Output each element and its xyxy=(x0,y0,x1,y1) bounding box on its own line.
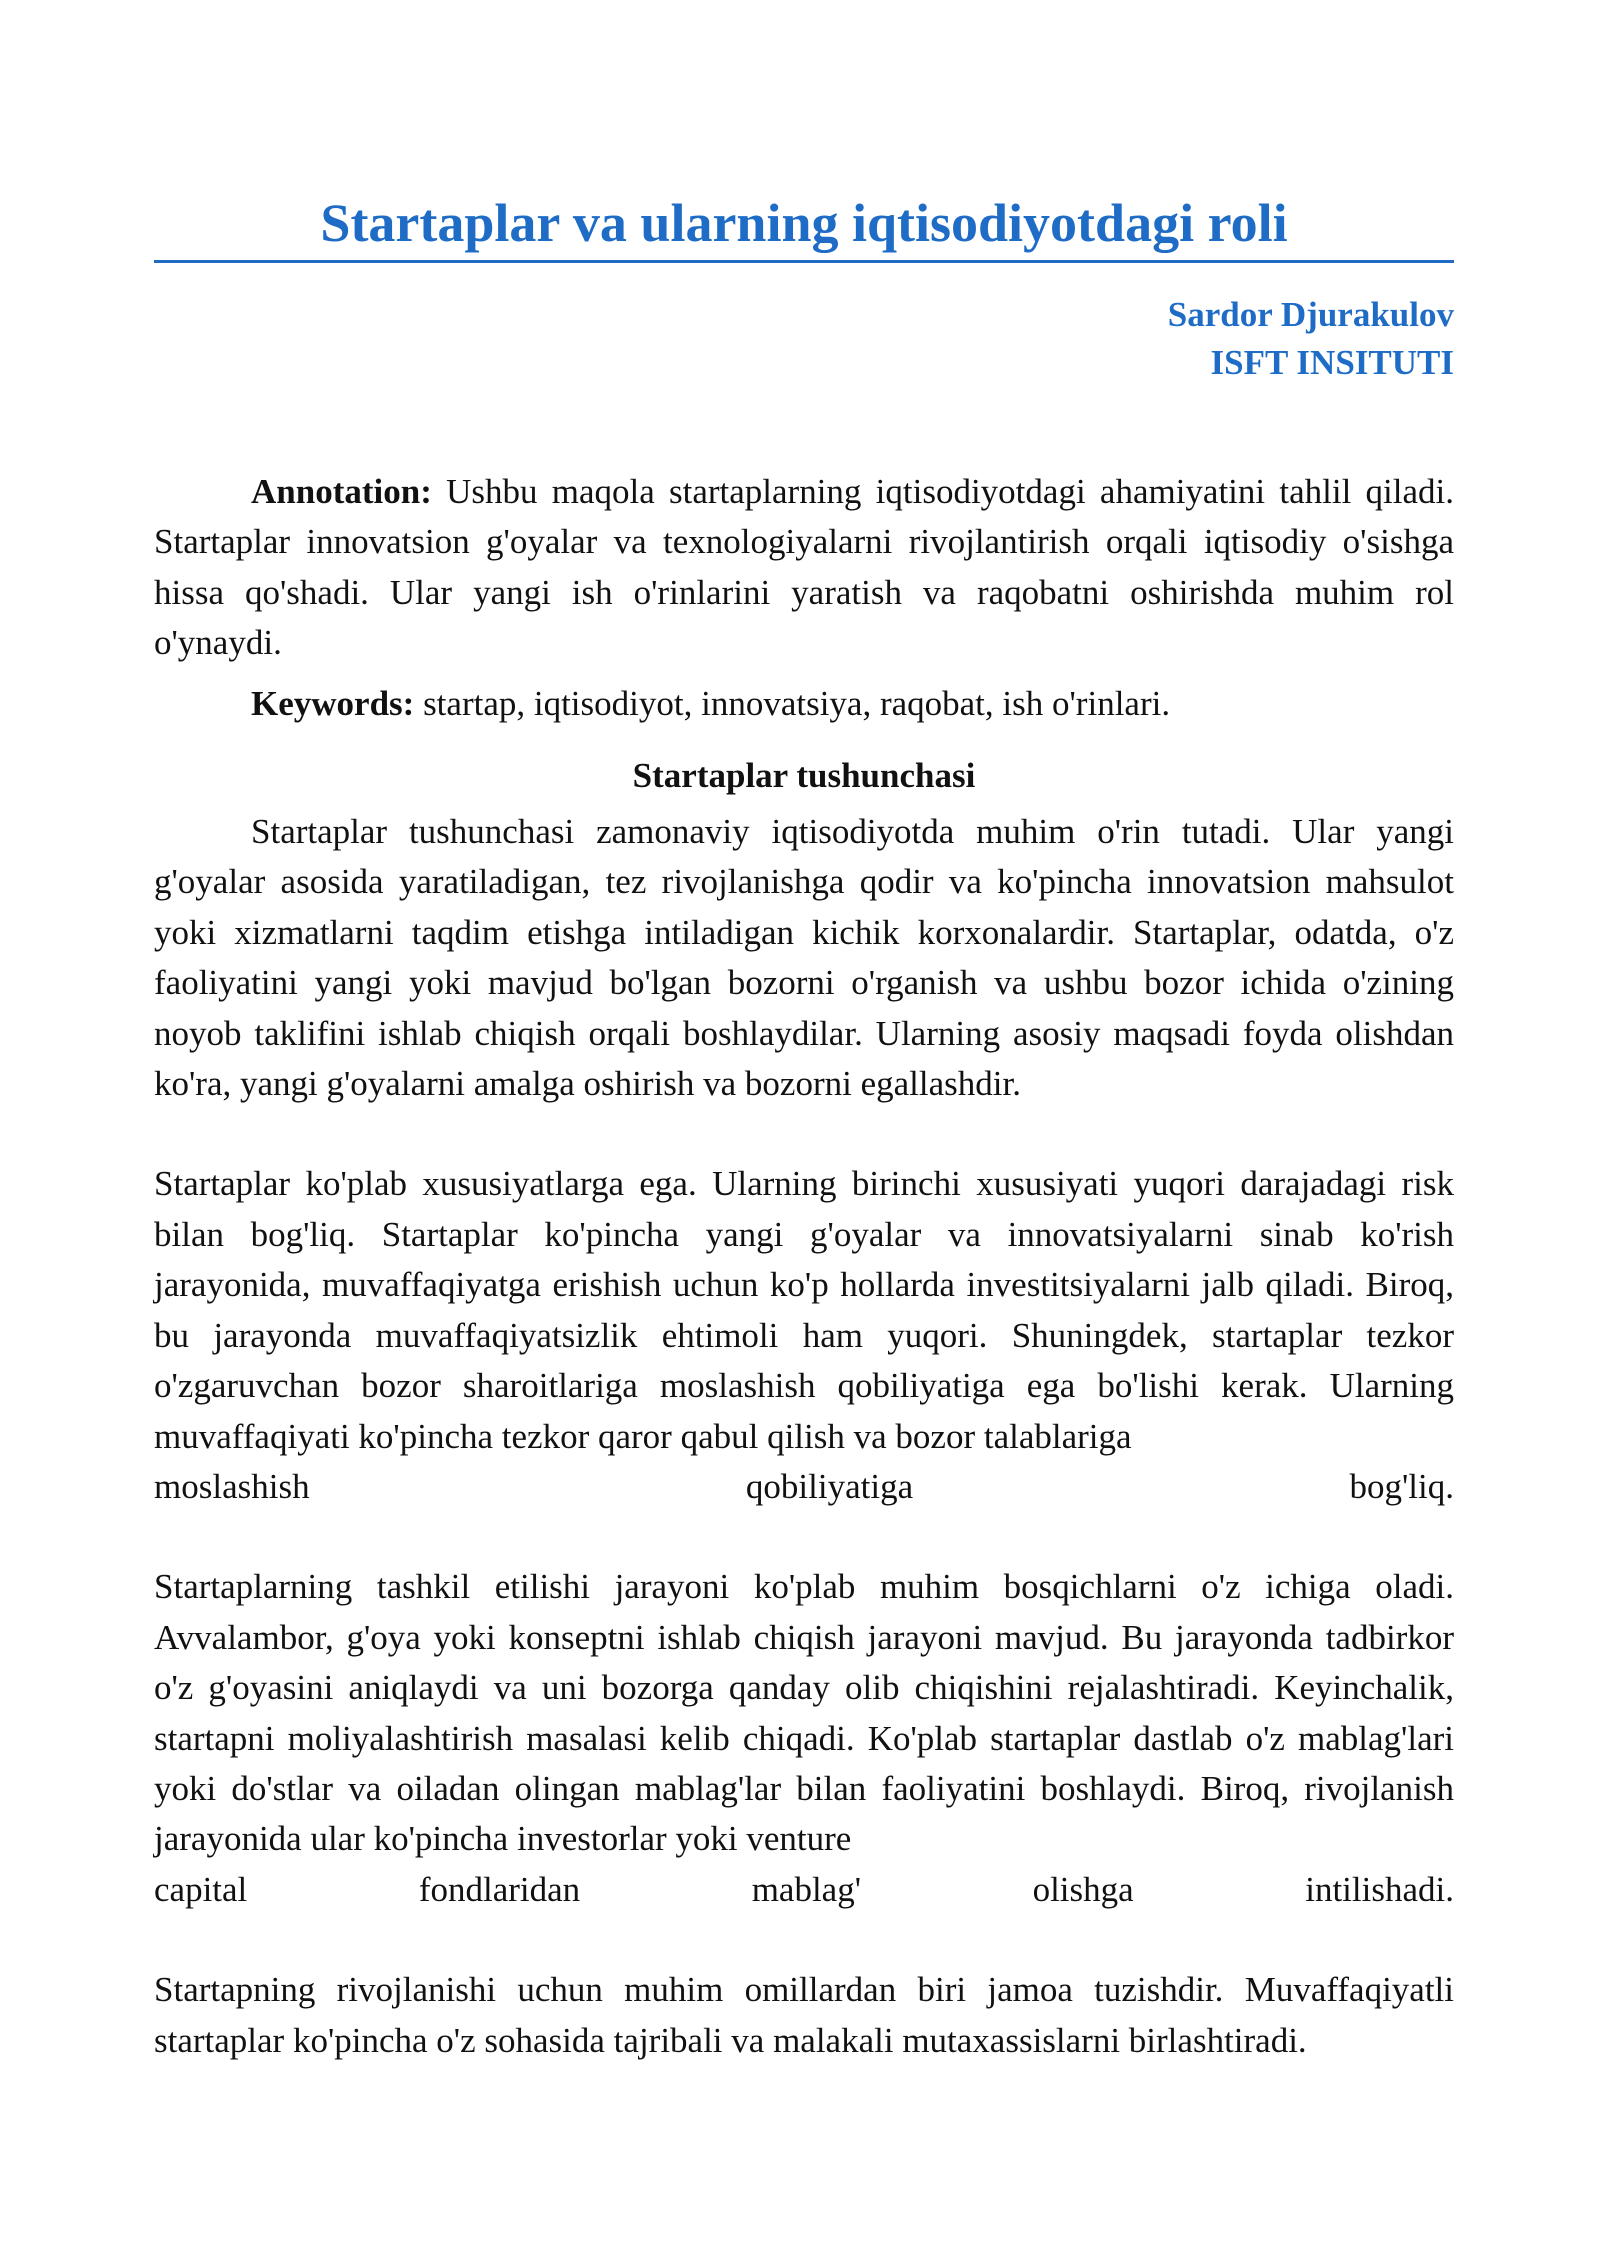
body-paragraph-2-last-line xyxy=(154,1462,1454,1512)
document-page xyxy=(154,0,1454,2066)
last-line-word: intilishadi. xyxy=(1305,1869,1454,1909)
author-name: Sardor Djurakulov xyxy=(1167,295,1454,334)
author-institution: ISFT INSITUTI xyxy=(1210,343,1454,382)
author-block xyxy=(154,291,1454,387)
body-paragraph-4: Startapning rivojlanishi uchun muhim omillardan biri jamoa tuzishdir. Muvaffaqiyatli startaplar ko'pincha o'z sohasida tajribali va malakali mutaxassislarni birlashtiradi. xyxy=(154,1970,1454,2060)
body-paragraph-3-block xyxy=(154,1562,1454,1915)
body-paragraph-2: Startaplar ko'plab xususiyatlarga ega. Ularning birinchi xususiyati yuqori darajadagi risk bilan bog'liq. Startaplar ko'pincha yangi g'oyalar va innovatsiyalarni sinab ko'rish jarayonida, muvaffaqiyatga erishish uchun ko'p hollarda investitsiyalarni jalb qiladi. Biroq, bu jarayonda muvaffaqiyatsizlik ehtimoli ham yuqori. Shuningdek, startaplar tezkor o'zgaruvchan bozor sharoitlariga moslashish qobiliyatiga ega bo'lishi kerak. Ularning muvaffaqiyati ko'pincha tezkor qaror qabul qilish va bozor talablariga xyxy=(154,1164,1454,1456)
keywords-label: Keywords: xyxy=(251,683,415,723)
annotation-text: Ushbu maqola startaplarning iqtisodiyotdagi ahamiyatini tahlil qiladi. Startaplar innovatsion g'oyalar va texnologiyalarni rivojlantirish orqali iqtisodiy o'sishga hissa qo'shadi. Ular yangi ish o'rinlarini yaratish va raqobatni oshirishda muhim rol o'ynaydi. xyxy=(154,472,1454,663)
title-underline xyxy=(154,260,1454,263)
annotation-label: Annotation: xyxy=(251,472,432,511)
last-line-word: mablag' xyxy=(751,1869,862,1909)
keywords-paragraph xyxy=(154,679,1454,729)
body-paragraph-3-last-line xyxy=(154,1865,1454,1915)
keywords-text: startap, iqtisodiyot, innovatsiya, raqobat, ish o'rinlari. xyxy=(414,683,1171,723)
annotation-paragraph xyxy=(154,467,1454,669)
last-line-word: fondlaridan xyxy=(418,1869,581,1909)
page-title: Startaplar va ularning iqtisodiyotdagi roli xyxy=(320,193,1288,253)
body-paragraph-3: Startaplarning tashkil etilishi jarayoni ko'plab muhim bosqichlarni o'z ichiga oladi. Avvalambor, g'oya yoki konseptni ishlab chiqish jarayoni mavjud. Bu jarayonda tadbirkor o'z g'oyasini aniqlaydi va uni bozorga qanday olib chiqishini rejalashtiradi. Keyinchalik, startapni moliyalashtirish masalasi kelib chiqadi. Ko'plab startaplar dastlab o'z mablag'lari yoki do'stlar va oiladan olingan mablag'lar bilan faoliyatini boshlaydi. Biroq, rivojlanish jarayonida ular ko'pincha investorlar yoki venture xyxy=(154,1567,1454,1859)
last-line-word: moslashish xyxy=(154,1466,310,1506)
last-line-word: qobiliyatiga xyxy=(745,1466,914,1506)
section-heading: Startaplar tushunchasi xyxy=(632,756,976,796)
body-paragraph-2-block xyxy=(154,1159,1454,1512)
last-line-word: bog'liq. xyxy=(1349,1466,1454,1506)
last-line-word: capital xyxy=(154,1869,248,1909)
last-line-word: olishga xyxy=(1032,1869,1134,1909)
body-paragraph-1: Startaplar tushunchasi zamonaviy iqtisodiyotda muhim o'rin tutadi. Ular yangi g'oyalar asosida yaratiladigan, tez rivojlanishga qodir va ko'pincha innovatsion mahsulot yoki xizmatlarni taqdim etishga intiladigan kichik korxonalardir. Startaplar, odatda, o'z faoliyatini yangi yoki mavjud bo'lgan bozorni o'rganish va ushbu bozor ichida o'zining noyob taklifini ishlab chiqish orqali boshlaydilar. Ularning asosiy maqsadi foyda olishdan ko'ra, yangi g'oyalarni amalga oshirish va bozorni egallashdir. xyxy=(154,812,1454,1104)
